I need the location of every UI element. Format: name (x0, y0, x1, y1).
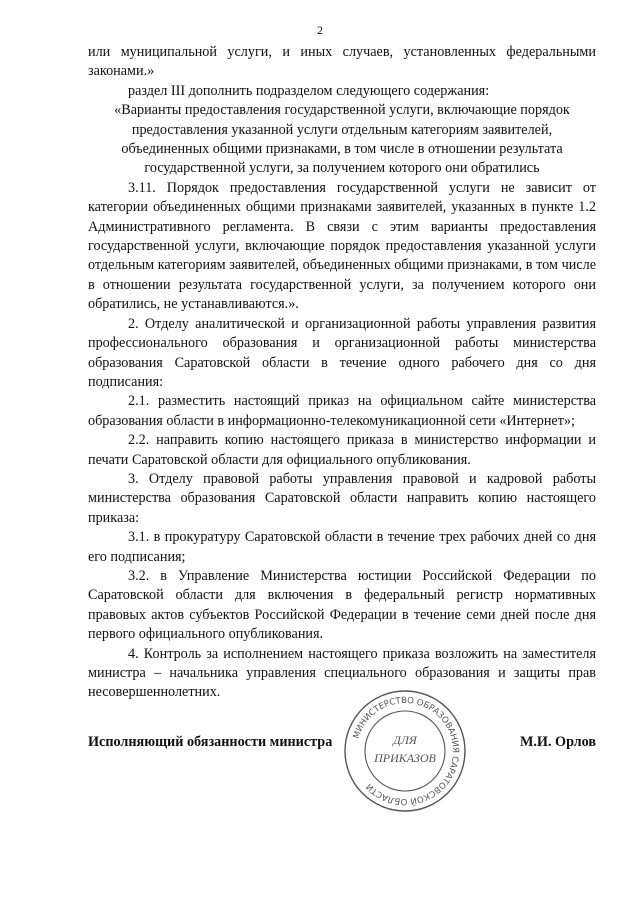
paragraph: 3.1. в прокуратуру Саратовской области в течение трех рабочих дней со дня его подписания; (88, 529, 596, 565)
paragraph: 3.11. Порядок предоставления государственной услуги не зависит от категории объединенных общими признаками заявителей, указанных в пункте 1.2 Административного регламента. В связи с этим варианты предоставления государственной услуги, включающие порядок предоставления указанной услуги отдельным категориям заявителей, объединенных общими признаками, в том числе в отношении результата государственной услуги, за получением которого они обратились, не устанавливаются.». (88, 179, 596, 313)
signatory-name: М.И. Орлов (519, 734, 596, 750)
paragraph: 2.1. разместить настоящий приказ на официальном сайте министерства образования области в информационно-телекомуникационной сети «Интернет»; (88, 393, 596, 429)
paragraph: 4. Контроль за исполнением настоящего приказа возложить на заместителя министра – начальника управления специального образования и защиты прав несовершеннолетних. (88, 645, 596, 701)
paragraph: 3.2. в Управление Министерства юстиции Российской Федерации по Саратовской области для включения в федеральный регистр нормативных правовых актов субъектов Российской Федерации в течение семи дней после дня первого официального опубликования. (88, 567, 596, 643)
paragraph: 3. Отделу правовой работы управления правовой и кадровой работы министерства образования Саратовской области направить копию настоящего приказа: (88, 470, 596, 526)
paragraph: раздел III дополнить подразделом следующего содержания: (128, 82, 490, 99)
paragraph: или муниципальной услуги, и иных случаев, установленных федеральными законами.» (88, 44, 596, 80)
paragraph: 2.2. направить копию настоящего приказа в министерство информации и печати Саратовской области для официального опубликования. (88, 432, 596, 468)
signature-block (88, 734, 596, 760)
paragraph: 2. Отделу аналитической и организационной работы управления развития профессионального образования и организационной работы министерства образования Саратовской области в течение одного рабочего дня со дня подписания: (88, 315, 596, 390)
seal-line1: ДЛЯ (393, 733, 417, 747)
document-body (88, 43, 596, 703)
subsection-heading: «Варианты предоставления государственной услуги, включающие порядок предоставления указанной услуги отдельным категориям заявителей, объединенных общими признаками, в том числе в отношении результата государственной услуги, за получением которого они обратились (114, 102, 570, 177)
seal-line2: ПРИКАЗОВ (374, 751, 436, 765)
signatory-position: Исполняющий обязанности министра (88, 734, 333, 750)
page-number: 2 (317, 23, 323, 37)
seal-ring-text: МИНИСТЕРСТВО ОБРАЗОВАНИЯ САРАТОВСКОЙ ОБЛАСТИ (351, 695, 461, 807)
